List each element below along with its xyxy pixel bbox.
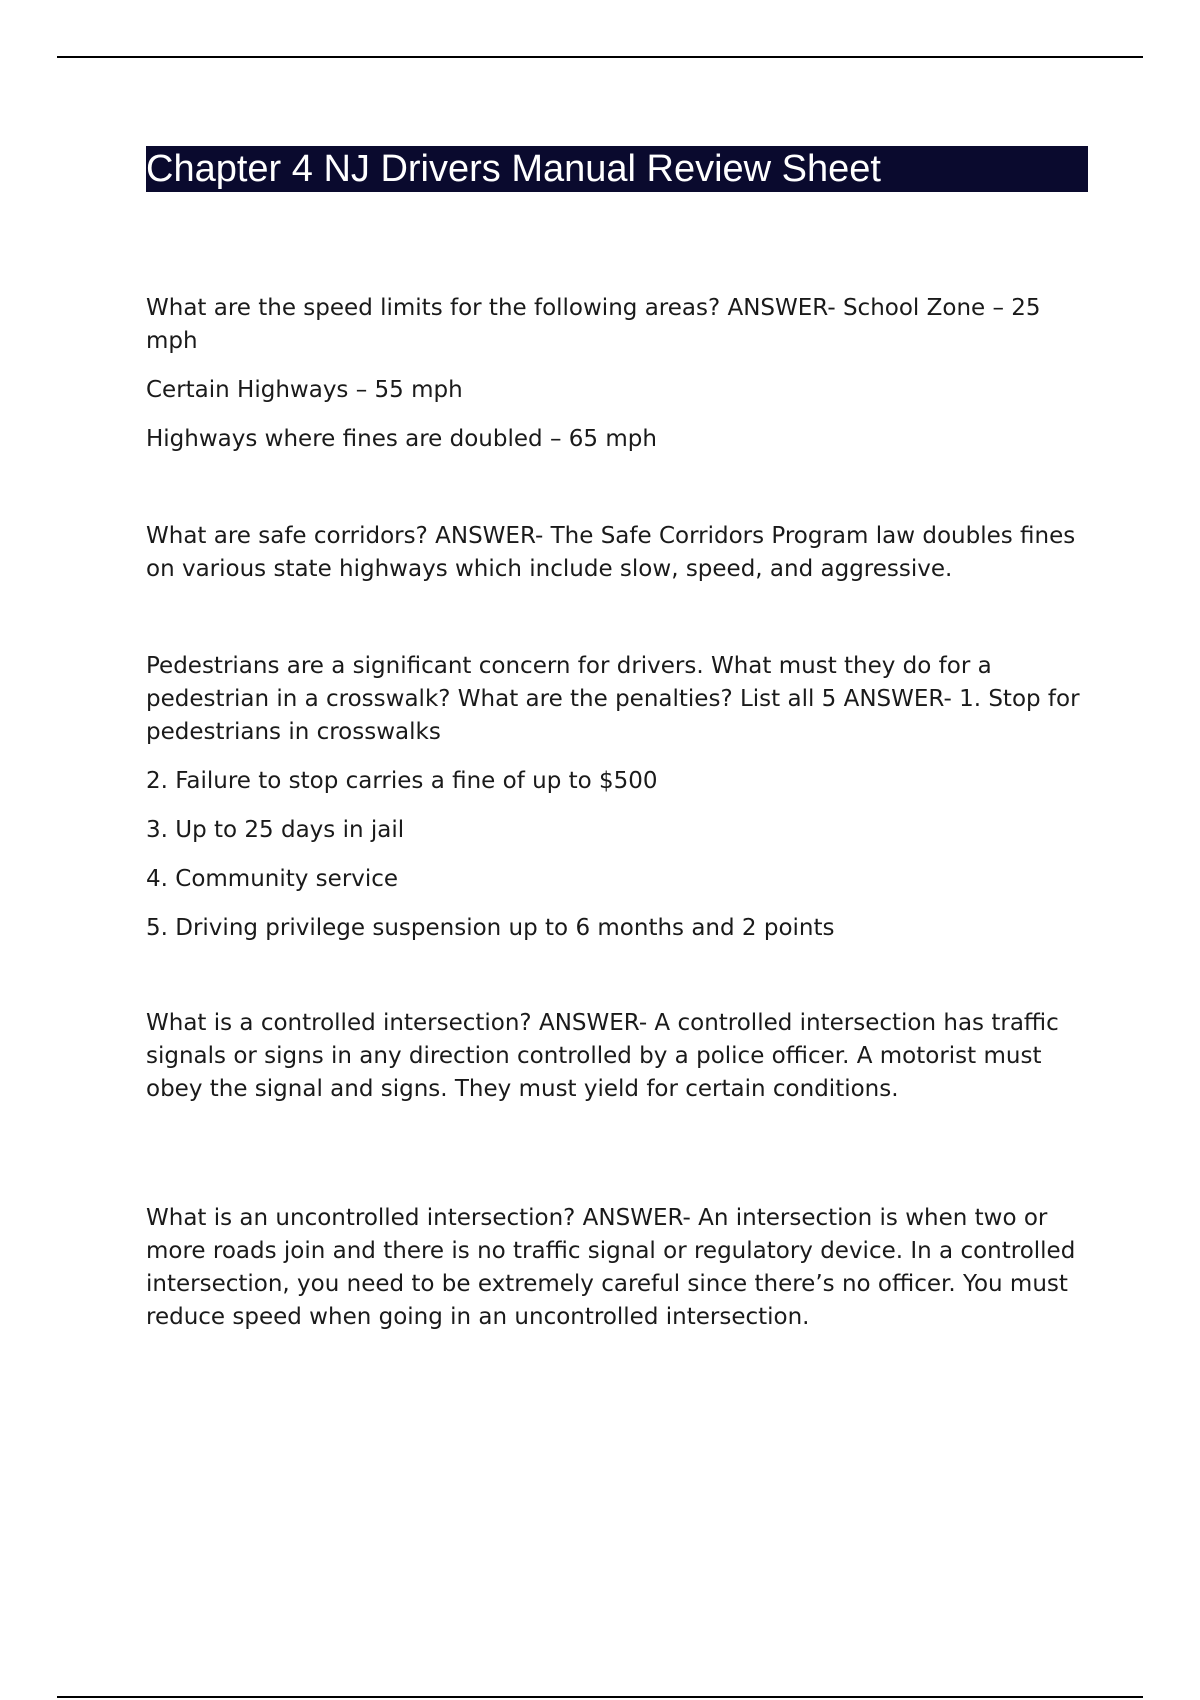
bottom-rule — [57, 1696, 1143, 1698]
answer-line: 4. Community service — [146, 866, 399, 892]
qa-block-safe-corridors — [146, 520, 1088, 602]
answer-line: 2. Failure to stop carries a fine of up to $500 — [146, 768, 658, 794]
qa-block-speed-limits — [146, 292, 1088, 472]
qa-block-pedestrians — [146, 650, 1088, 961]
answer-line: Highways where fines are doubled – 65 mph — [146, 426, 657, 452]
answer-line: 5. Driving privilege suspension up to 6 months and 2 points — [146, 915, 835, 941]
qa-block-controlled-intersection — [146, 1007, 1088, 1122]
answer-line: 3. Up to 25 days in jail — [146, 817, 405, 843]
document-title: Chapter 4 NJ Drivers Manual Review Sheet — [146, 146, 1088, 192]
question-speed-limits: What are the speed limits for the following areas? ANSWER- School Zone – 25 mph — [146, 295, 1041, 354]
question-uncontrolled-intersection: What is an uncontrolled intersection? ANSWER- An intersection is when two or more roads join and there is no traffic signal or regulatory device. In a controlled intersection, you need to be extremely careful since there’s no officer. You must reduce speed when going in an uncontrolled intersection. — [146, 1205, 1076, 1330]
top-rule — [57, 56, 1143, 58]
qa-block-uncontrolled-intersection — [146, 1202, 1088, 1350]
answer-line: Certain Highways – 55 mph — [146, 377, 463, 403]
question-controlled-intersection: What is a controlled intersection? ANSWER- A controlled intersection has traffic signals or signs in any direction controlled by a police officer. A motorist must obey the signal and signs. They must yield for certain conditions. — [146, 1010, 1059, 1102]
question-pedestrians: Pedestrians are a significant concern for drivers. What must they do for a pedestrian in a crosswalk? What are the penalties? List all 5 ANSWER- 1. Stop for pedestrians in crosswalks — [146, 653, 1080, 745]
question-safe-corridors: What are safe corridors? ANSWER- The Safe Corridors Program law doubles fines on various state highways which include slow, speed, and aggressive. — [146, 523, 1076, 582]
